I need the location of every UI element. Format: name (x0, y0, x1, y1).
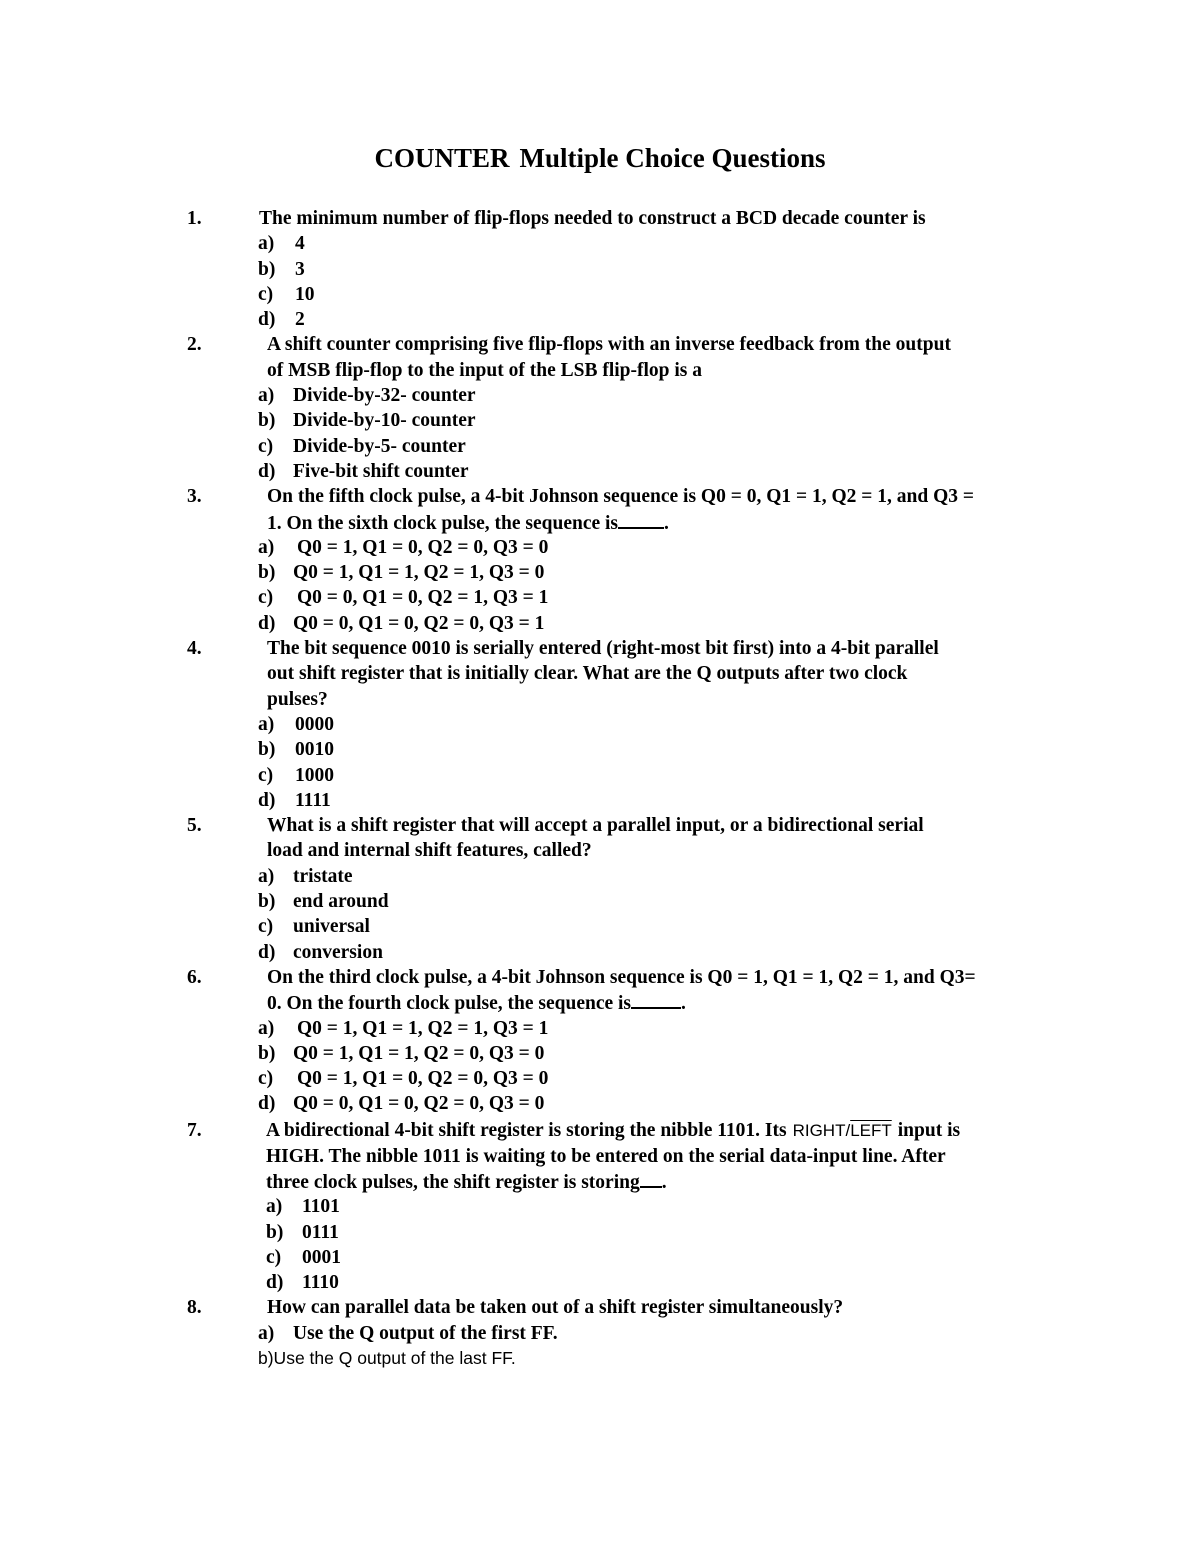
question-number: 4. (187, 638, 202, 660)
answer-blank (618, 510, 664, 529)
question-8 (0, 1295, 1200, 1320)
option (0, 788, 1200, 813)
option (0, 889, 1200, 914)
option (0, 383, 1200, 408)
question-2 (0, 332, 1200, 357)
option (0, 1041, 1200, 1066)
answer-blank (640, 1169, 662, 1188)
option-letter: b) (258, 562, 276, 584)
option-letter: d) (258, 309, 276, 331)
option (0, 307, 1200, 332)
option-letter: b) (258, 739, 276, 761)
option-letter: c) (258, 764, 274, 786)
option-text: Q0 = 1, Q1 = 0, Q2 = 0, Q3 = 0 (297, 1068, 549, 1090)
option (0, 611, 1200, 636)
option (0, 535, 1200, 560)
question-text: On the fifth clock pulse, a 4-bit Johnson sequence is Q0 = 0, Q1 = 1, Q2 = 1, and Q3 = (267, 486, 974, 508)
option-letter: b) (266, 1221, 284, 1243)
option-last-line (0, 1346, 1200, 1371)
question-text-part: 0. On the fourth clock pulse, the sequence is (267, 993, 632, 1015)
option-text: 3 (295, 258, 305, 280)
question-tail: . (681, 993, 686, 1015)
option-letter: a) (258, 233, 275, 255)
question-text-line (0, 838, 1200, 863)
option (0, 737, 1200, 762)
question-7 (0, 1117, 1200, 1144)
right-label: RIGHT/ (792, 1120, 851, 1140)
option (0, 1016, 1200, 1041)
option-letter: c) (258, 1068, 274, 1090)
question-text-line (0, 1144, 1200, 1169)
option-text: universal (293, 916, 370, 938)
option-text: 1000 (295, 764, 334, 786)
answer-blank (631, 990, 681, 1009)
question-text: The minimum number of flip-flops needed to construct a BCD decade counter is (259, 208, 926, 229)
option-letter: a) (258, 713, 275, 735)
question-text-line (0, 510, 1200, 535)
question-text: How can parallel data be taken out of a shift register simultaneously? (267, 1297, 844, 1319)
option-text: Divide-by-10- counter (293, 410, 476, 432)
question-number: 7. (187, 1119, 202, 1141)
question-1 (0, 206, 1200, 231)
title-part-2: Multiple Choice Questions (519, 143, 826, 173)
question-text-line (0, 358, 1200, 383)
option-letter: c) (258, 916, 274, 938)
option (0, 1194, 1200, 1219)
option-text: Q0 = 0, Q1 = 0, Q2 = 1, Q3 = 1 (297, 587, 549, 609)
question-text: What is a shift register that will accept a parallel input, or a bidirectional serial (267, 815, 924, 837)
option-letter: a) (258, 865, 275, 887)
option (0, 1220, 1200, 1245)
question-text (266, 1117, 960, 1144)
option (0, 231, 1200, 256)
question-list (0, 206, 1200, 1371)
option (0, 763, 1200, 788)
option-text: Q0 = 0, Q1 = 0, Q2 = 0, Q3 = 1 (293, 612, 545, 634)
option-text: Q0 = 1, Q1 = 1, Q2 = 0, Q3 = 0 (293, 1042, 545, 1064)
option-text: Divide-by-5- counter (293, 435, 466, 457)
option (0, 282, 1200, 307)
option (0, 914, 1200, 939)
question-text: A shift counter comprising five flip-flops with an inverse feedback from the output (267, 334, 951, 356)
question-number: 2. (187, 334, 202, 356)
option-letter: d) (266, 1272, 284, 1294)
option-text: Q0 = 0, Q1 = 0, Q2 = 0, Q3 = 0 (293, 1093, 545, 1115)
question-number: 1. (187, 208, 202, 229)
option-text: Q0 = 1, Q1 = 0, Q2 = 0, Q3 = 0 (297, 536, 549, 558)
option (0, 1245, 1200, 1270)
option-text: 1101 (302, 1196, 340, 1218)
option-letter: a) (258, 385, 275, 407)
option-letter: d) (258, 1093, 276, 1115)
option (0, 560, 1200, 585)
option-letter: a) (258, 536, 275, 558)
question-tail: . (664, 512, 669, 534)
option-text: 0001 (302, 1246, 341, 1268)
question-text: load and internal shift features, called? (267, 840, 592, 862)
question-number: 3. (187, 486, 202, 508)
option-text-plain: b)Use the Q output of the last FF. (258, 1348, 516, 1369)
option (0, 585, 1200, 610)
option-letter: d) (258, 460, 276, 482)
option-letter: a) (258, 1322, 275, 1344)
option-text: 2 (295, 309, 305, 331)
option-letter: c) (258, 283, 274, 305)
option-text: tristate (293, 865, 353, 887)
question-5 (0, 813, 1200, 838)
question-text-part: three clock pulses, the shift register is storing (266, 1171, 640, 1193)
option-text: 1110 (302, 1272, 339, 1294)
option-text: Divide-by-32- counter (293, 385, 476, 407)
option (0, 712, 1200, 737)
option-letter: b) (258, 891, 276, 913)
question-text: HIGH. The nibble 1011 is waiting to be entered on the serial data-input line. After (266, 1145, 946, 1167)
question-text-line (0, 990, 1200, 1015)
question-text-line (0, 661, 1200, 686)
option (0, 864, 1200, 889)
option-letter: a) (266, 1196, 283, 1218)
question-text: out shift register that is initially clear. What are the Q outputs after two clock (267, 663, 908, 685)
option-text: 1111 (295, 789, 331, 811)
option-text: 10 (295, 283, 315, 305)
option-text: Five-bit shift counter (293, 460, 469, 482)
question-text-line (0, 1169, 1200, 1194)
left-label-overbar: LEFT (850, 1120, 892, 1140)
option-letter: b) (258, 258, 276, 280)
question-3 (0, 484, 1200, 509)
question-text: The bit sequence 0010 is serially entered (right-most bit first) into a 4-bit parallel (267, 638, 939, 660)
option (0, 1091, 1200, 1116)
question-6 (0, 965, 1200, 990)
option-letter: c) (258, 587, 274, 609)
question-tail: . (661, 1171, 667, 1193)
question-text (267, 990, 686, 1016)
question-4 (0, 636, 1200, 661)
question-text-part: A bidirectional 4-bit shift register is storing the nibble 1101. Its (266, 1119, 787, 1141)
question-number: 6. (187, 966, 202, 988)
option-text: end around (293, 891, 389, 913)
option-letter: b) (258, 1042, 276, 1064)
question-text-part: 1. On the sixth clock pulse, the sequence is (267, 512, 619, 534)
option (0, 459, 1200, 484)
question-text (267, 510, 669, 536)
option (0, 257, 1200, 282)
option (0, 1321, 1200, 1346)
option-letter: b) (258, 410, 276, 432)
page-title (0, 138, 1200, 178)
question-number: 8. (187, 1297, 202, 1319)
option-text: Q0 = 1, Q1 = 1, Q2 = 1, Q3 = 0 (293, 562, 545, 584)
option-letter: d) (258, 612, 276, 634)
question-text-line (0, 687, 1200, 712)
question-text: of MSB flip-flop to the input of the LSB flip-flop is a (267, 359, 703, 381)
question-text (266, 1169, 667, 1195)
option (0, 1270, 1200, 1295)
option-text: 0111 (302, 1221, 339, 1243)
option-letter: d) (258, 941, 276, 963)
option-text: 0000 (295, 713, 334, 735)
option-letter: c) (266, 1246, 282, 1268)
option-text: conversion (293, 941, 383, 963)
question-text-part: input is (897, 1119, 961, 1141)
option-text: Q0 = 1, Q1 = 1, Q2 = 1, Q3 = 1 (297, 1017, 549, 1039)
title-part-1: COUNTER (374, 143, 510, 173)
option (0, 940, 1200, 965)
option (0, 1066, 1200, 1091)
question-text: pulses? (267, 688, 328, 710)
question-text: On the third clock pulse, a 4-bit Johnson sequence is Q0 = 1, Q1 = 1, Q2 = 1, and Q3= (267, 966, 976, 988)
option-text: 0010 (295, 739, 334, 761)
question-number: 5. (187, 815, 202, 837)
option-letter: d) (258, 789, 276, 811)
option-letter: a) (258, 1017, 275, 1039)
right-left-label (793, 1117, 892, 1144)
option (0, 434, 1200, 459)
option-text: 4 (295, 233, 305, 255)
option-letter: c) (258, 435, 274, 457)
option-text: Use the Q output of the first FF. (293, 1322, 558, 1344)
option (0, 408, 1200, 433)
